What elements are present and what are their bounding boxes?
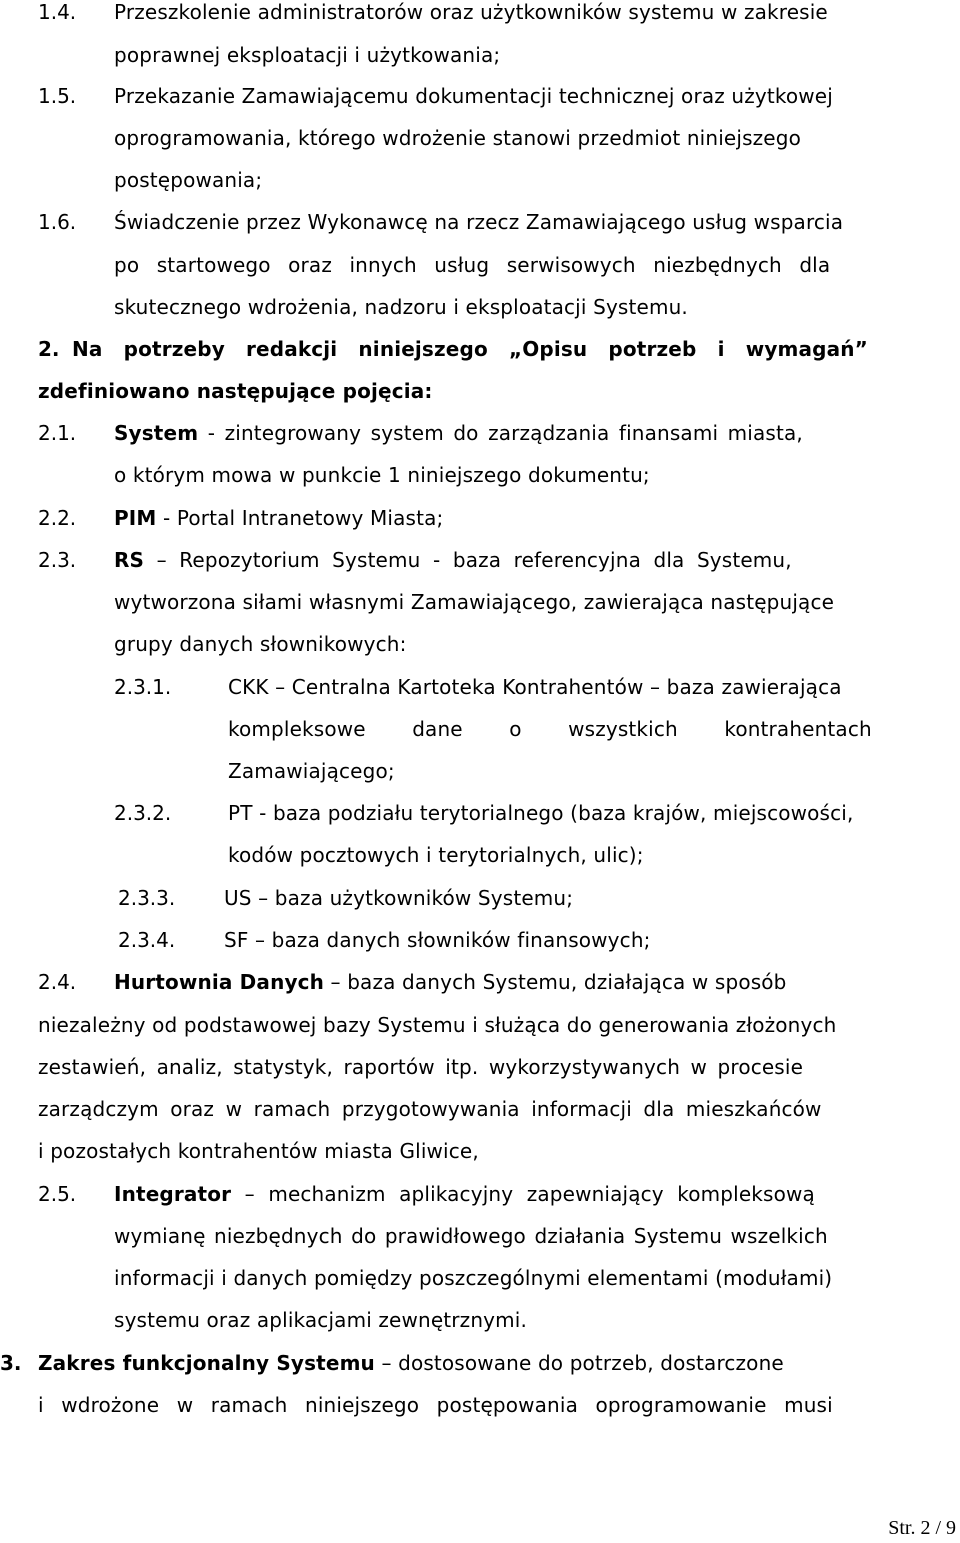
item-number: 2.1. — [38, 421, 77, 445]
text-line: CKK – Centralna Kartoteka Kontrahentów – baza zawierająca — [228, 675, 842, 699]
text-line: niezależny od podstawowej bazy Systemu i służąca do generowania złożonych — [38, 1013, 837, 1037]
text-line: systemu oraz aplikacjami zewnętrznymi. — [114, 1308, 527, 1332]
page-number: Str. 2 / 9 — [888, 1517, 956, 1539]
text-line: Integrator – mechanizm aplikacyjny zapewniający kompleksową — [114, 1182, 815, 1206]
term: RS — [114, 548, 145, 572]
term: PIM — [114, 506, 157, 530]
item-number: 2.3.1. — [114, 675, 172, 699]
text-line: Zakres funkcjonalny Systemu – dostosowane do potrzeb, dostarczone — [38, 1351, 784, 1375]
item-number: 2.2. — [38, 506, 77, 530]
text-line: poprawnej eksploatacji i użytkowania; — [114, 43, 501, 67]
item-number: 2.5. — [38, 1182, 77, 1206]
text-line: Przeszkolenie administratorów oraz użytkowników systemu w zakresie — [114, 0, 828, 24]
text-line: informacji i danych pomiędzy poszczególnymi elementami (modułami) — [114, 1266, 833, 1290]
text-line: zarządczym oraz w ramach przygotowywania informacji dla mieszkańców — [38, 1097, 822, 1121]
item-number: 1.4. — [38, 0, 77, 24]
text-line: SF – baza danych słowników finansowych; — [224, 928, 651, 952]
text-line: RS – Repozytorium Systemu - baza referencyjna dla Systemu, — [114, 548, 792, 572]
term: System — [114, 421, 199, 445]
text-line: oprogramowania, którego wdrożenie stanowi przedmiot niniejszego — [114, 126, 801, 150]
item-number: 1.5. — [38, 84, 77, 108]
text-line: i pozostałych kontrahentów miasta Gliwice, — [38, 1139, 479, 1163]
term: Integrator — [114, 1182, 232, 1206]
item-number: 2.3.2. — [114, 801, 172, 825]
text-line: o którym mowa w punkcie 1 niniejszego dokumentu; — [114, 463, 650, 487]
term: Zakres funkcjonalny Systemu — [38, 1351, 375, 1375]
text-line: postępowania; — [114, 168, 263, 192]
text-line: PT - baza podziału terytorialnego (baza krajów, miejscowości, — [228, 801, 854, 825]
text-line: Przekazanie Zamawiającemu dokumentacji technicznej oraz użytkowej — [114, 84, 833, 108]
item-number: 1.6. — [38, 210, 77, 234]
text-line: kodów pocztowych i terytorialnych, ulic); — [228, 843, 644, 867]
text-line: i wdrożone w ramach niniejszego postępowania oprogramowanie musi — [38, 1393, 833, 1417]
term: Hurtownia Danych — [114, 970, 325, 994]
section-number: 2. — [38, 337, 60, 361]
text-line: wymianę niezbędnych do prawidłowego działania Systemu wszelkich — [114, 1224, 828, 1248]
item-number: 2.3. — [38, 548, 77, 572]
text-line: po startowego oraz innych usług serwisowych niezbędnych dla — [114, 253, 831, 277]
text-line: PIM - Portal Intranetowy Miasta; — [114, 506, 444, 530]
text-line: US – baza użytkowników Systemu; — [224, 886, 574, 910]
text-line: System - zintegrowany system do zarządzania finansami miasta, — [114, 421, 803, 445]
text-line: Zamawiającego; — [228, 759, 395, 783]
text-line: wytworzona siłami własnymi Zamawiającego, zawierająca następujące — [114, 590, 835, 614]
heading-line: zdefiniowano następujące pojęcia: — [38, 379, 433, 403]
text-line: Hurtownia Danych – baza danych Systemu, działająca w sposób — [114, 970, 787, 994]
text-line: grupy danych słownikowych: — [114, 632, 407, 656]
section-number: 3. — [0, 1351, 22, 1375]
text-line: skutecznego wdrożenia, nadzoru i eksploatacji Systemu. — [114, 295, 688, 319]
text-line: Świadczenie przez Wykonawcę na rzecz Zamawiającego usług wsparcia — [114, 210, 844, 234]
item-number: 2.3.3. — [118, 886, 176, 910]
item-number: 2.3.4. — [118, 928, 176, 952]
item-number: 2.4. — [38, 970, 77, 994]
text-line: kompleksowe dane o wszystkich kontrahentach — [228, 717, 872, 741]
heading-line: Na potrzeby redakcji niniejszego „Opisu potrzeb i wymagań” — [72, 337, 868, 361]
text-line: zestawień, analiz, statystyk, raportów itp. wykorzystywanych w procesie — [38, 1055, 804, 1079]
